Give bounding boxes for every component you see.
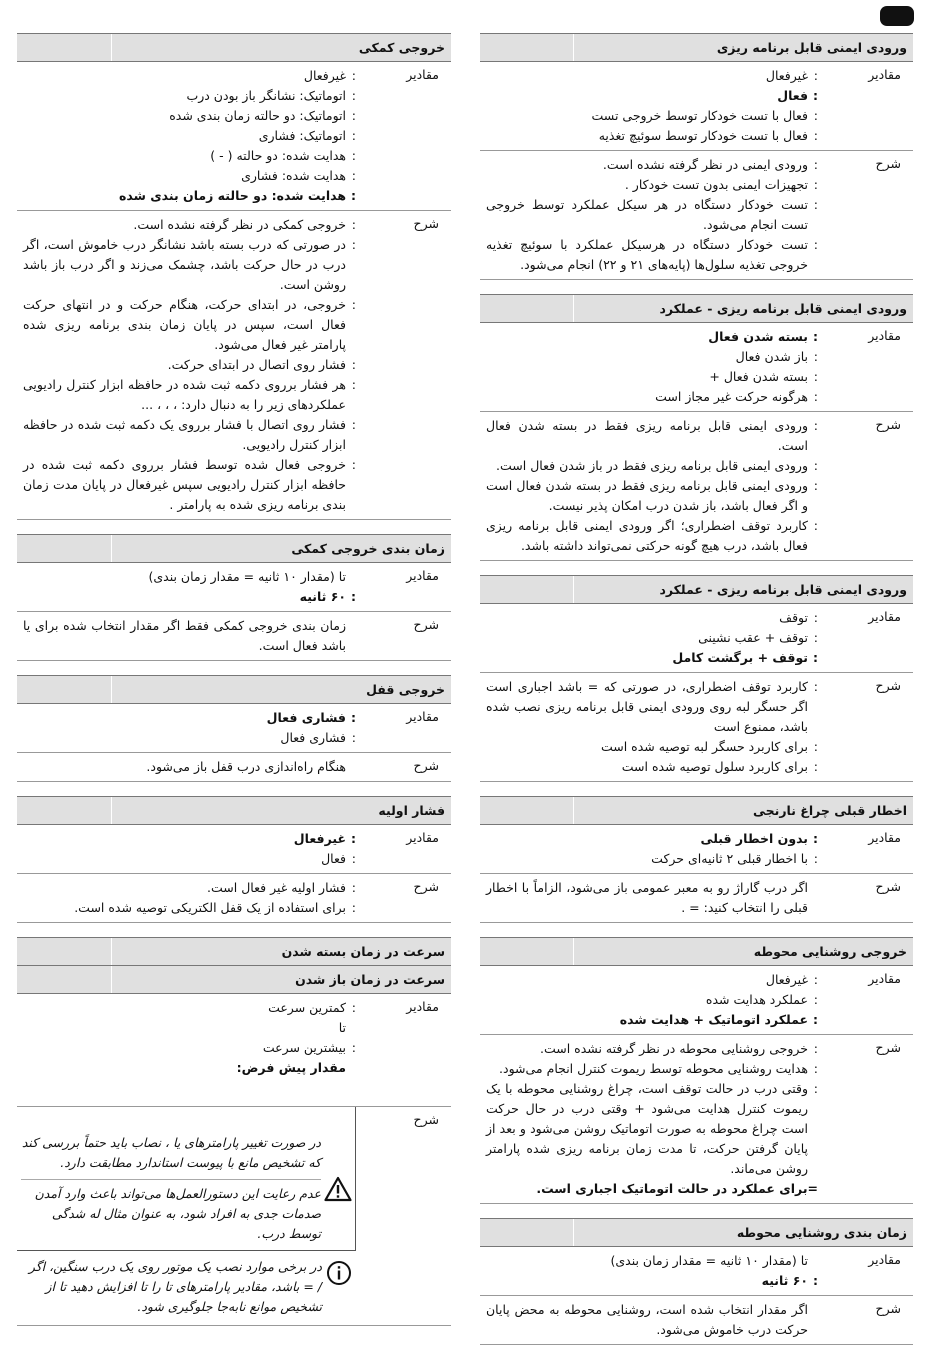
values-label: مقادیر	[406, 568, 439, 583]
values-list	[480, 604, 818, 672]
line-prefix	[808, 1251, 818, 1271]
description-label: شرح	[875, 156, 901, 171]
values-row	[480, 825, 913, 873]
right-column	[480, 33, 913, 1345]
section-header-closing-speed	[17, 937, 451, 966]
line-text: اگر مقدار انتخاب شده است، روشنایی محوطه به محض پایان حرکت درب خاموش می‌شود.	[486, 1302, 808, 1337]
line-prefix: :	[813, 831, 818, 846]
text-line	[486, 849, 818, 869]
line-text: کاربرد توقف اضطراری؛ اگر ورودی ایمنی قابل برنامه ریزی فعال باشد، درب هیچ گونه حرکتی نمی‌تواند داشته باشد.	[486, 518, 808, 553]
line-prefix	[346, 757, 356, 777]
line-prefix: :	[813, 88, 818, 103]
line-text: هدایت روشنایی محوطه توسط ریموت کنترل انجام می‌شود.	[499, 1061, 808, 1076]
line-prefix: :	[813, 759, 818, 774]
description-label: شرح	[875, 1040, 901, 1055]
values-row	[480, 323, 913, 411]
section-title: سرعت در زمان باز شدن	[295, 972, 445, 987]
description-label: شرح	[875, 678, 901, 693]
section-title: اخطار قبلی چراغ نارنجی	[753, 803, 907, 818]
text-line	[486, 175, 818, 195]
section-header-safety-input	[480, 33, 913, 62]
description-list	[480, 673, 818, 781]
line-prefix: :	[813, 389, 818, 404]
line-text: خروجی روشنایی محوطه در نظر گرفته نشده است.	[540, 1041, 808, 1056]
line-prefix: :	[351, 851, 356, 866]
line-prefix: :	[351, 377, 356, 392]
text-line	[486, 1251, 818, 1271]
line-text: با اخطار قبلی ۲ ثانیه‌ای حرکت	[651, 851, 808, 866]
line-prefix: :	[351, 457, 356, 472]
description-list	[480, 1296, 818, 1344]
line-prefix: :	[351, 148, 356, 163]
line-text: برای عملکرد در حالت اتوماتیک اجباری است.	[536, 1181, 808, 1196]
description-label: شرح	[875, 1301, 901, 1316]
line-text: تست خودکار دستگاه در هرسیکل عملکرد با سوئیچ تغذیه خروجی تغذیه سلول‌ها (پایه‌های ۲۱ و ۲۲) انجام می‌شود.	[486, 237, 808, 272]
text-line	[23, 757, 356, 777]
text-line	[23, 166, 356, 186]
line-text: ۶۰ ثانیه	[761, 1273, 808, 1288]
line-prefix: :	[351, 831, 356, 846]
text-line	[23, 1018, 356, 1038]
info-block	[17, 1251, 451, 1323]
line-prefix: :	[351, 88, 356, 103]
line-prefix: :	[351, 108, 356, 123]
text-line	[486, 677, 818, 737]
description-label: شرح	[413, 879, 439, 894]
line-text: ۶۰ ثانیه	[299, 589, 346, 604]
line-prefix: :	[813, 972, 818, 987]
line-prefix: :	[813, 1012, 818, 1027]
text-line	[23, 186, 356, 206]
text-line	[486, 327, 818, 347]
line-text: فعال	[321, 851, 346, 866]
description-list	[480, 412, 818, 560]
text-line	[23, 567, 356, 587]
line-text: خروجی، در ابتدای حرکت، هنگام حرکت و در انتهای حرکت فعال است، سپس در پایان زمان بندی برنامه ریزی شده پارامتر غیر فعال می‌شود.	[23, 297, 346, 352]
values-row	[17, 994, 451, 1106]
line-prefix: :	[813, 157, 818, 172]
text-line	[486, 86, 818, 106]
description-label: شرح	[413, 216, 439, 231]
text-line	[23, 295, 356, 355]
text-line	[23, 86, 356, 106]
text-line	[23, 728, 356, 748]
values-label: مقادیر	[406, 709, 439, 724]
line-text: اگر درب گاراژ رو به معبر عمومی باز می‌شود، الزاماً با اخطار قبلی را انتخاب کنید: = .	[486, 880, 808, 915]
section-title: زمان بندی روشنایی محوطه	[736, 1225, 907, 1240]
line-text: عملکرد اتوماتیک + هدایت شده	[619, 1012, 808, 1027]
section-title: خروجی کمکی	[358, 40, 445, 55]
description-list	[480, 1035, 818, 1203]
values-list	[480, 966, 818, 1034]
line-text: ورودی ایمنی قابل برنامه ریزی فقط در باز شدن فعال است.	[496, 458, 808, 473]
line-text: غیرفعال	[765, 68, 808, 83]
warning-block	[17, 1107, 355, 1250]
line-text: برای کاربرد حسگر لبه توصیه شده است	[600, 739, 808, 754]
values-list	[17, 704, 356, 752]
line-prefix	[346, 1058, 356, 1078]
line-text: بسته شدن فعال	[708, 329, 808, 344]
line-prefix: :	[351, 900, 356, 915]
line-prefix: :	[813, 478, 818, 493]
section-header-orange-light-prewarning	[480, 796, 913, 825]
line-prefix: :	[351, 128, 356, 143]
line-prefix: :	[813, 851, 818, 866]
section-title: ورودی ایمنی قابل برنامه ریزی	[716, 40, 907, 55]
description-label: شرح	[875, 879, 901, 894]
page-number-badge	[880, 6, 914, 26]
line-text: بدون اخطار قبلی	[700, 831, 808, 846]
text-line	[486, 126, 818, 146]
text-line	[486, 1010, 818, 1030]
text-line	[486, 608, 818, 628]
description-list	[17, 211, 356, 519]
line-prefix: :	[813, 630, 818, 645]
text-line	[486, 195, 818, 235]
description-list	[480, 151, 818, 279]
values-label: مقادیر	[406, 999, 439, 1014]
values-label: مقادیر	[868, 830, 901, 845]
line-prefix: :	[813, 1081, 818, 1096]
line-text: باز شدن فعال	[735, 349, 808, 364]
line-text: توقف + برگشت کامل	[672, 650, 808, 665]
description-row	[17, 753, 451, 781]
line-text: بسته شدن فعال +	[709, 369, 808, 384]
left-column	[17, 33, 451, 1326]
text-line	[23, 1038, 356, 1058]
section-title: خروجی روشنایی محوطه	[753, 944, 907, 959]
line-prefix: :	[351, 730, 356, 745]
text-line	[23, 878, 356, 898]
line-text: فشاری فعال	[266, 710, 346, 725]
values-list	[17, 825, 356, 873]
line-text: هر فشار برروی دکمه ثبت شده در حافظه ابزار کنترل رادیویی عملکردهای زیر را به دنبال دارد: ، ، ، ...	[23, 377, 346, 412]
values-row	[480, 604, 913, 672]
line-text: در صورتی که درب بسته باشد نشانگر درب خاموش است، اگر درب در حال حرکت باشد، چشمک می‌زند و اگر درب باز باشد روشن است.	[23, 237, 346, 292]
warning-description-row	[17, 1107, 451, 1250]
description-row	[17, 612, 451, 660]
section-header-initial-push	[17, 796, 451, 825]
line-text: فعال	[777, 88, 808, 103]
values-row	[480, 62, 913, 150]
text-line	[23, 66, 356, 86]
line-prefix: :	[351, 297, 356, 312]
text-line	[23, 106, 356, 126]
values-row	[480, 966, 913, 1034]
line-text: غیرفعال	[765, 972, 808, 987]
description-row	[480, 1035, 913, 1203]
description-list	[17, 874, 356, 922]
line-prefix: :	[813, 237, 818, 252]
line-prefix: :	[813, 458, 818, 473]
description-list	[17, 612, 356, 660]
text-line	[486, 757, 818, 777]
line-prefix: :	[813, 68, 818, 83]
text-line	[486, 106, 818, 126]
line-prefix: :	[813, 739, 818, 754]
line-prefix: :	[351, 417, 356, 432]
values-row	[17, 825, 451, 873]
info-icon	[322, 1257, 356, 1317]
line-prefix: :	[813, 369, 818, 384]
line-prefix: :	[351, 188, 356, 203]
text-line	[23, 1058, 356, 1078]
values-label: مقادیر	[406, 67, 439, 82]
text-line	[23, 375, 356, 415]
text-line	[23, 898, 356, 918]
line-text: ورودی ایمنی قابل برنامه ریزی فقط در بسته شدن فعال است و اگر فعال باشد، باز شدن درب امکان پذیر نیست.	[486, 478, 808, 513]
section-header-area-light-timer	[480, 1218, 913, 1247]
section-title: ورودی ایمنی قابل برنامه ریزی - عملکرد	[659, 582, 907, 597]
line-text: خروجی فعال شده توسط فشار برروی دکمه ثبت شده در حافظه ابزار کنترل رادیویی سپس غیرفعال در پایان مدت زمان بندی برنامه ریزی شده به پارامتر .	[23, 457, 346, 512]
text-line	[486, 970, 818, 990]
line-prefix: :	[813, 418, 818, 433]
description-list	[17, 753, 356, 781]
values-row	[17, 62, 451, 210]
text-line	[486, 878, 818, 918]
description-label: شرح	[413, 758, 439, 773]
line-prefix	[346, 1018, 356, 1038]
line-prefix	[808, 1300, 818, 1340]
text-line	[23, 455, 356, 515]
values-label: مقادیر	[868, 1252, 901, 1267]
line-text: اتوماتیک: فشاری	[258, 128, 346, 143]
line-prefix: :	[351, 217, 356, 232]
text-line	[23, 355, 356, 375]
description-label: شرح	[875, 417, 901, 432]
line-text: فشار اولیه غیر فعال است.	[207, 880, 346, 895]
line-text: تا (مقدار ۱۰ ثانیه = مقدار زمان بندی)	[610, 1253, 808, 1268]
line-prefix: :	[813, 1061, 818, 1076]
line-prefix: :	[813, 610, 818, 625]
section-title: خروجی قفل	[366, 682, 445, 697]
values-row	[17, 704, 451, 752]
values-label: مقادیر	[868, 67, 901, 82]
section-header-opening-speed	[17, 966, 451, 994]
line-prefix: :	[813, 1041, 818, 1056]
text-line	[486, 367, 818, 387]
line-text: هدایت شده: فشاری	[241, 168, 346, 183]
values-list	[480, 1247, 818, 1295]
line-prefix	[346, 616, 356, 656]
line-prefix: :	[351, 68, 356, 83]
values-label: مقادیر	[868, 328, 901, 343]
text-line	[23, 146, 356, 166]
line-prefix: :	[813, 992, 818, 1007]
text-line	[23, 215, 356, 235]
line-text: تا (مقدار ۱۰ ثانیه = مقدار زمان بندی)	[148, 569, 346, 584]
section-header-safety-input-function-1	[480, 294, 913, 323]
line-prefix: :	[813, 518, 818, 533]
line-text: مقدار پیش فرض:	[236, 1060, 346, 1075]
text-line	[23, 829, 356, 849]
section-header-safety-input-function-2	[480, 575, 913, 604]
text-line	[486, 235, 818, 275]
description-row	[17, 874, 451, 922]
description-row	[480, 412, 913, 560]
description-label: شرح	[413, 617, 439, 632]
line-prefix: :	[813, 329, 818, 344]
text-line	[486, 990, 818, 1010]
section-title: ورودی ایمنی قابل برنامه ریزی - عملکرد	[659, 301, 907, 316]
text-line	[486, 516, 818, 556]
description-row	[480, 874, 913, 922]
section-title: زمان بندی خروجی کمکی	[291, 541, 445, 556]
line-text: غیرفعال	[303, 68, 346, 83]
text-line	[486, 347, 818, 367]
line-text: فعال با تست خودکار توسط خروجی تست	[591, 108, 808, 123]
section-header-aux-output	[17, 33, 451, 62]
line-text: فشاری فعال	[280, 730, 346, 745]
line-prefix: :	[813, 679, 818, 694]
text-line	[486, 476, 818, 516]
values-list	[480, 825, 818, 873]
line-text: هدایت شده: دو حالته ( - )	[210, 148, 346, 163]
line-prefix: :	[813, 128, 818, 143]
line-prefix: :	[351, 1040, 356, 1055]
line-text: وقتی درب در حالت توقف است، چراغ روشنایی محوطه با یک ریموت کنترل هدایت می‌شود + وقتی درب در حال حرکت است چراغ محوطه به صورت اتوماتیک روشن می‌شود و بعد از پایان گرفتن حرکت، تا مدت زمان برنامه ریزی شده پارامتر روشن می‌ماند.	[486, 1081, 808, 1176]
line-text: اتوماتیک: دو حالته زمان بندی شده	[169, 108, 346, 123]
line-text: توقف + عقب نشینی	[698, 630, 808, 645]
text-line	[23, 415, 356, 455]
line-text: غیرفعال	[293, 831, 346, 846]
line-text: کمترین سرعت	[268, 1000, 346, 1015]
line-prefix	[346, 567, 356, 587]
section-header-area-light-output	[480, 937, 913, 966]
values-label: مقادیر	[868, 971, 901, 986]
text-line	[23, 235, 356, 295]
info-text: در برخی موارد نصب یک موتور روی یک درب سنگین، اگر / = باشد، مقادیر پارامترهای تا را تا افزایش دهید تا از تشخیص موانع نابه‌جا جلوگیری شود.	[28, 1259, 322, 1314]
values-row	[17, 563, 451, 611]
line-prefix: :	[351, 1000, 356, 1015]
line-text: ورودی ایمنی قابل برنامه ریزی فقط در بسته شدن فعال است.	[486, 418, 808, 453]
line-text: هدایت شده: دو حالته زمان بندی شده	[118, 188, 346, 203]
values-list	[17, 994, 356, 1106]
values-label: مقادیر	[868, 609, 901, 624]
line-prefix: :	[351, 589, 356, 604]
line-text: کاربرد توقف اضطراری، در صورتی که = باشد اجباری است اگر حسگر لبه روی ورودی ایمنی قابل برنامه ریزی نصب شده باشد، ممنوع است	[486, 679, 808, 734]
description-row	[480, 673, 913, 781]
description-row	[480, 1296, 913, 1344]
warning-text-1: در صورت تغییر پارامترهای یا ، نصاب باید حتماً بررسی کند که تشخیص مانع با پیوست استاندارد مطابقت دارد.	[21, 1135, 321, 1170]
line-text: ورودی ایمنی در نظر گرفته نشده است.	[602, 157, 808, 172]
values-list	[17, 563, 356, 611]
line-text: برای کاربرد سلول توصیه شده است	[621, 759, 808, 774]
section-title: فشار اولیه	[378, 803, 445, 818]
line-text: بیشترین سرعت	[262, 1040, 346, 1055]
text-line	[486, 1059, 818, 1079]
line-text: فعال با تست خودکار توسط سوئیچ تغذیه	[598, 128, 808, 143]
line-text: برای استفاده از یک قفل الکتریکی توصیه شده است.	[74, 900, 346, 915]
description-list	[480, 874, 818, 922]
text-line	[486, 648, 818, 668]
values-list	[480, 323, 818, 411]
line-prefix	[808, 878, 818, 918]
line-prefix: :	[813, 1273, 818, 1288]
text-line	[486, 416, 818, 456]
text-line	[486, 456, 818, 476]
text-line	[486, 1271, 818, 1291]
text-line	[23, 849, 356, 869]
values-label: مقادیر	[406, 830, 439, 845]
line-text: زمان بندی خروجی کمکی فقط اگر مقدار انتخاب شده برای یا باشد فعال است.	[23, 618, 346, 653]
line-prefix: :	[813, 349, 818, 364]
line-text: تجهیزات ایمنی بدون تست خودکار .	[624, 177, 808, 192]
line-text: تست خودکار دستگاه در هر سیکل عملکرد توسط خروجی تست انجام می‌شود.	[486, 197, 808, 232]
line-text: هرگونه حرکت غیر مجاز است	[655, 389, 808, 404]
line-prefix: :	[813, 177, 818, 192]
description-label: شرح	[413, 1112, 439, 1127]
text-line	[23, 708, 356, 728]
text-line	[486, 628, 818, 648]
description-row	[17, 211, 451, 519]
text-line	[23, 998, 356, 1018]
description-row	[480, 151, 913, 279]
text-line	[486, 1300, 818, 1340]
text-line	[486, 1039, 818, 1059]
line-text: توقف	[779, 610, 808, 625]
line-text: هنگام راه‌اندازی درب قفل باز می‌شود.	[146, 759, 346, 774]
values-row	[480, 1247, 913, 1295]
text-line	[486, 1179, 818, 1199]
line-text: عملکرد هدایت شده	[705, 992, 808, 1007]
section-header-aux-timer	[17, 534, 451, 563]
warning-text-2: عدم رعایت این دستورالعمل‌ها می‌تواند باعث وارد آمدن صدمات جدی به افراد شود، به عنوان مثال له شدگی توسط درب.	[34, 1186, 321, 1241]
line-text: فشار روی اتصال در ابتدای حرکت.	[167, 357, 346, 372]
line-prefix: :	[351, 880, 356, 895]
line-prefix: :	[813, 650, 818, 665]
line-text: اتوماتیک: نشانگر باز بودن درب	[186, 88, 346, 103]
line-prefix: :	[351, 357, 356, 372]
line-prefix: :	[351, 237, 356, 252]
text-line	[23, 587, 356, 607]
line-prefix: :	[351, 168, 356, 183]
line-prefix: =	[807, 1181, 818, 1196]
values-list	[17, 62, 356, 210]
warning-icon	[321, 1133, 355, 1244]
text-line	[486, 1079, 818, 1179]
text-line	[486, 737, 818, 757]
section-header-lock-output	[17, 675, 451, 704]
text-line	[486, 66, 818, 86]
line-text: فشار روی اتصال با فشار برروی یک دکمه ثبت شده در حافظه ابزار کنترل رادیویی.	[23, 417, 346, 452]
section-title: سرعت در زمان بسته شدن	[281, 944, 445, 959]
text-line	[486, 829, 818, 849]
text-line	[486, 387, 818, 407]
line-prefix: :	[351, 710, 356, 725]
line-prefix: :	[813, 108, 818, 123]
values-list	[480, 62, 818, 150]
line-text: تا	[338, 1020, 346, 1035]
text-line	[23, 126, 356, 146]
text-line	[486, 155, 818, 175]
text-line	[23, 616, 356, 656]
line-prefix: :	[813, 197, 818, 212]
line-text: خروجی کمکی در نظر گرفته نشده است.	[133, 217, 346, 232]
